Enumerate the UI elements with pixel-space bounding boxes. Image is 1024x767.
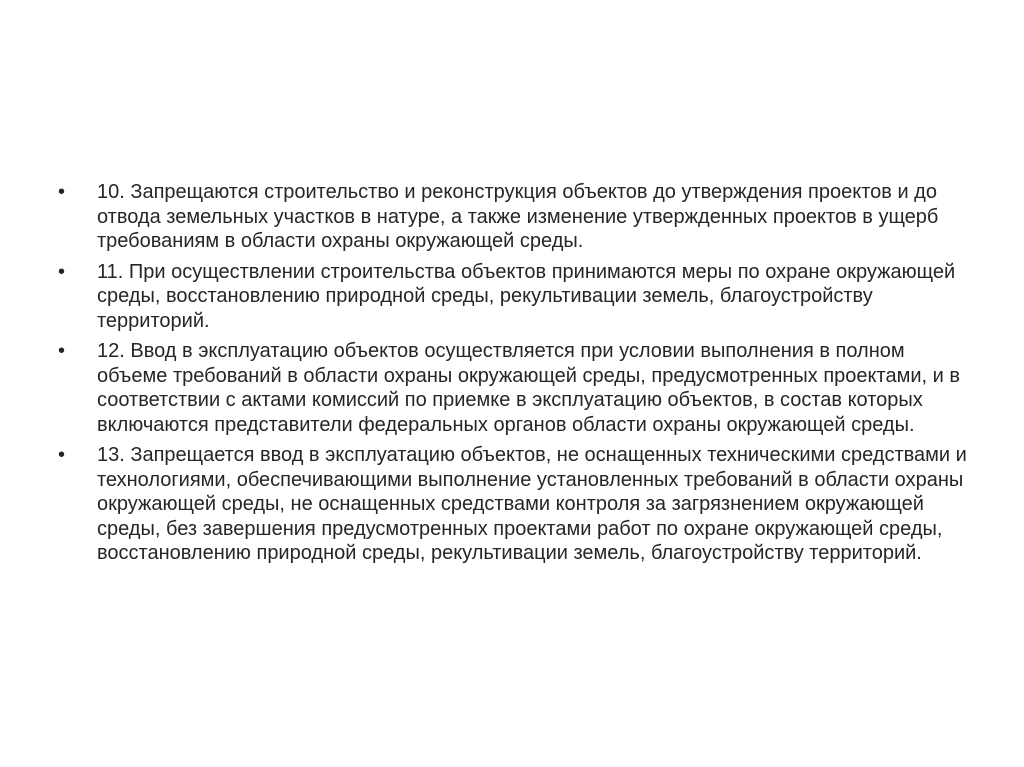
list-item bbox=[58, 260, 978, 334]
bullet-icon: • bbox=[58, 260, 66, 283]
list-item-text: 12. Ввод в эксплуатацию объектов осуществляется при условии выполнения в полном объеме требований в области охраны окружающей среды, предусмотренных проектами, и в соответствии с актами комиссий по приемке в эксплуатацию объектов, в состав которых включаются представители федеральных органов области охраны окружающей среды. bbox=[97, 340, 960, 436]
list-item-text: 10. Запрещаются строительство и реконструкция объектов до утверждения проектов и до отвода земельных участков в натуре, а также изменение утвержденных проектов в ущерб требованиям в области охраны окружающей среды. bbox=[97, 181, 939, 252]
bullet-icon: • bbox=[58, 444, 66, 466]
list-item bbox=[58, 180, 978, 254]
list-item bbox=[58, 339, 978, 437]
slide-content bbox=[58, 180, 978, 572]
list-item-text: 13. Запрещается ввод в эксплуатацию объектов, не оснащенных техническими средствами и технологиями, обеспечивающими выполнение установленных требований в области охраны окружающей среды, не оснащенных средствами контроля за загрязнением окружающей среды, без завершения предусмотренных проектами работ по охране окружающей среды, восстановлению природной среды, рекультивации земель, благоустройству территорий. bbox=[97, 444, 967, 564]
bullet-icon: • bbox=[58, 340, 66, 362]
bullet-icon: • bbox=[58, 181, 66, 203]
list-item-text: 11. При осуществлении строительства объектов принимаются меры по охране окружающей среды, восстановлению природной среды, рекультивации земель, благоустройству территорий. bbox=[97, 260, 956, 332]
bullet-list bbox=[58, 180, 978, 566]
list-item bbox=[58, 443, 978, 566]
